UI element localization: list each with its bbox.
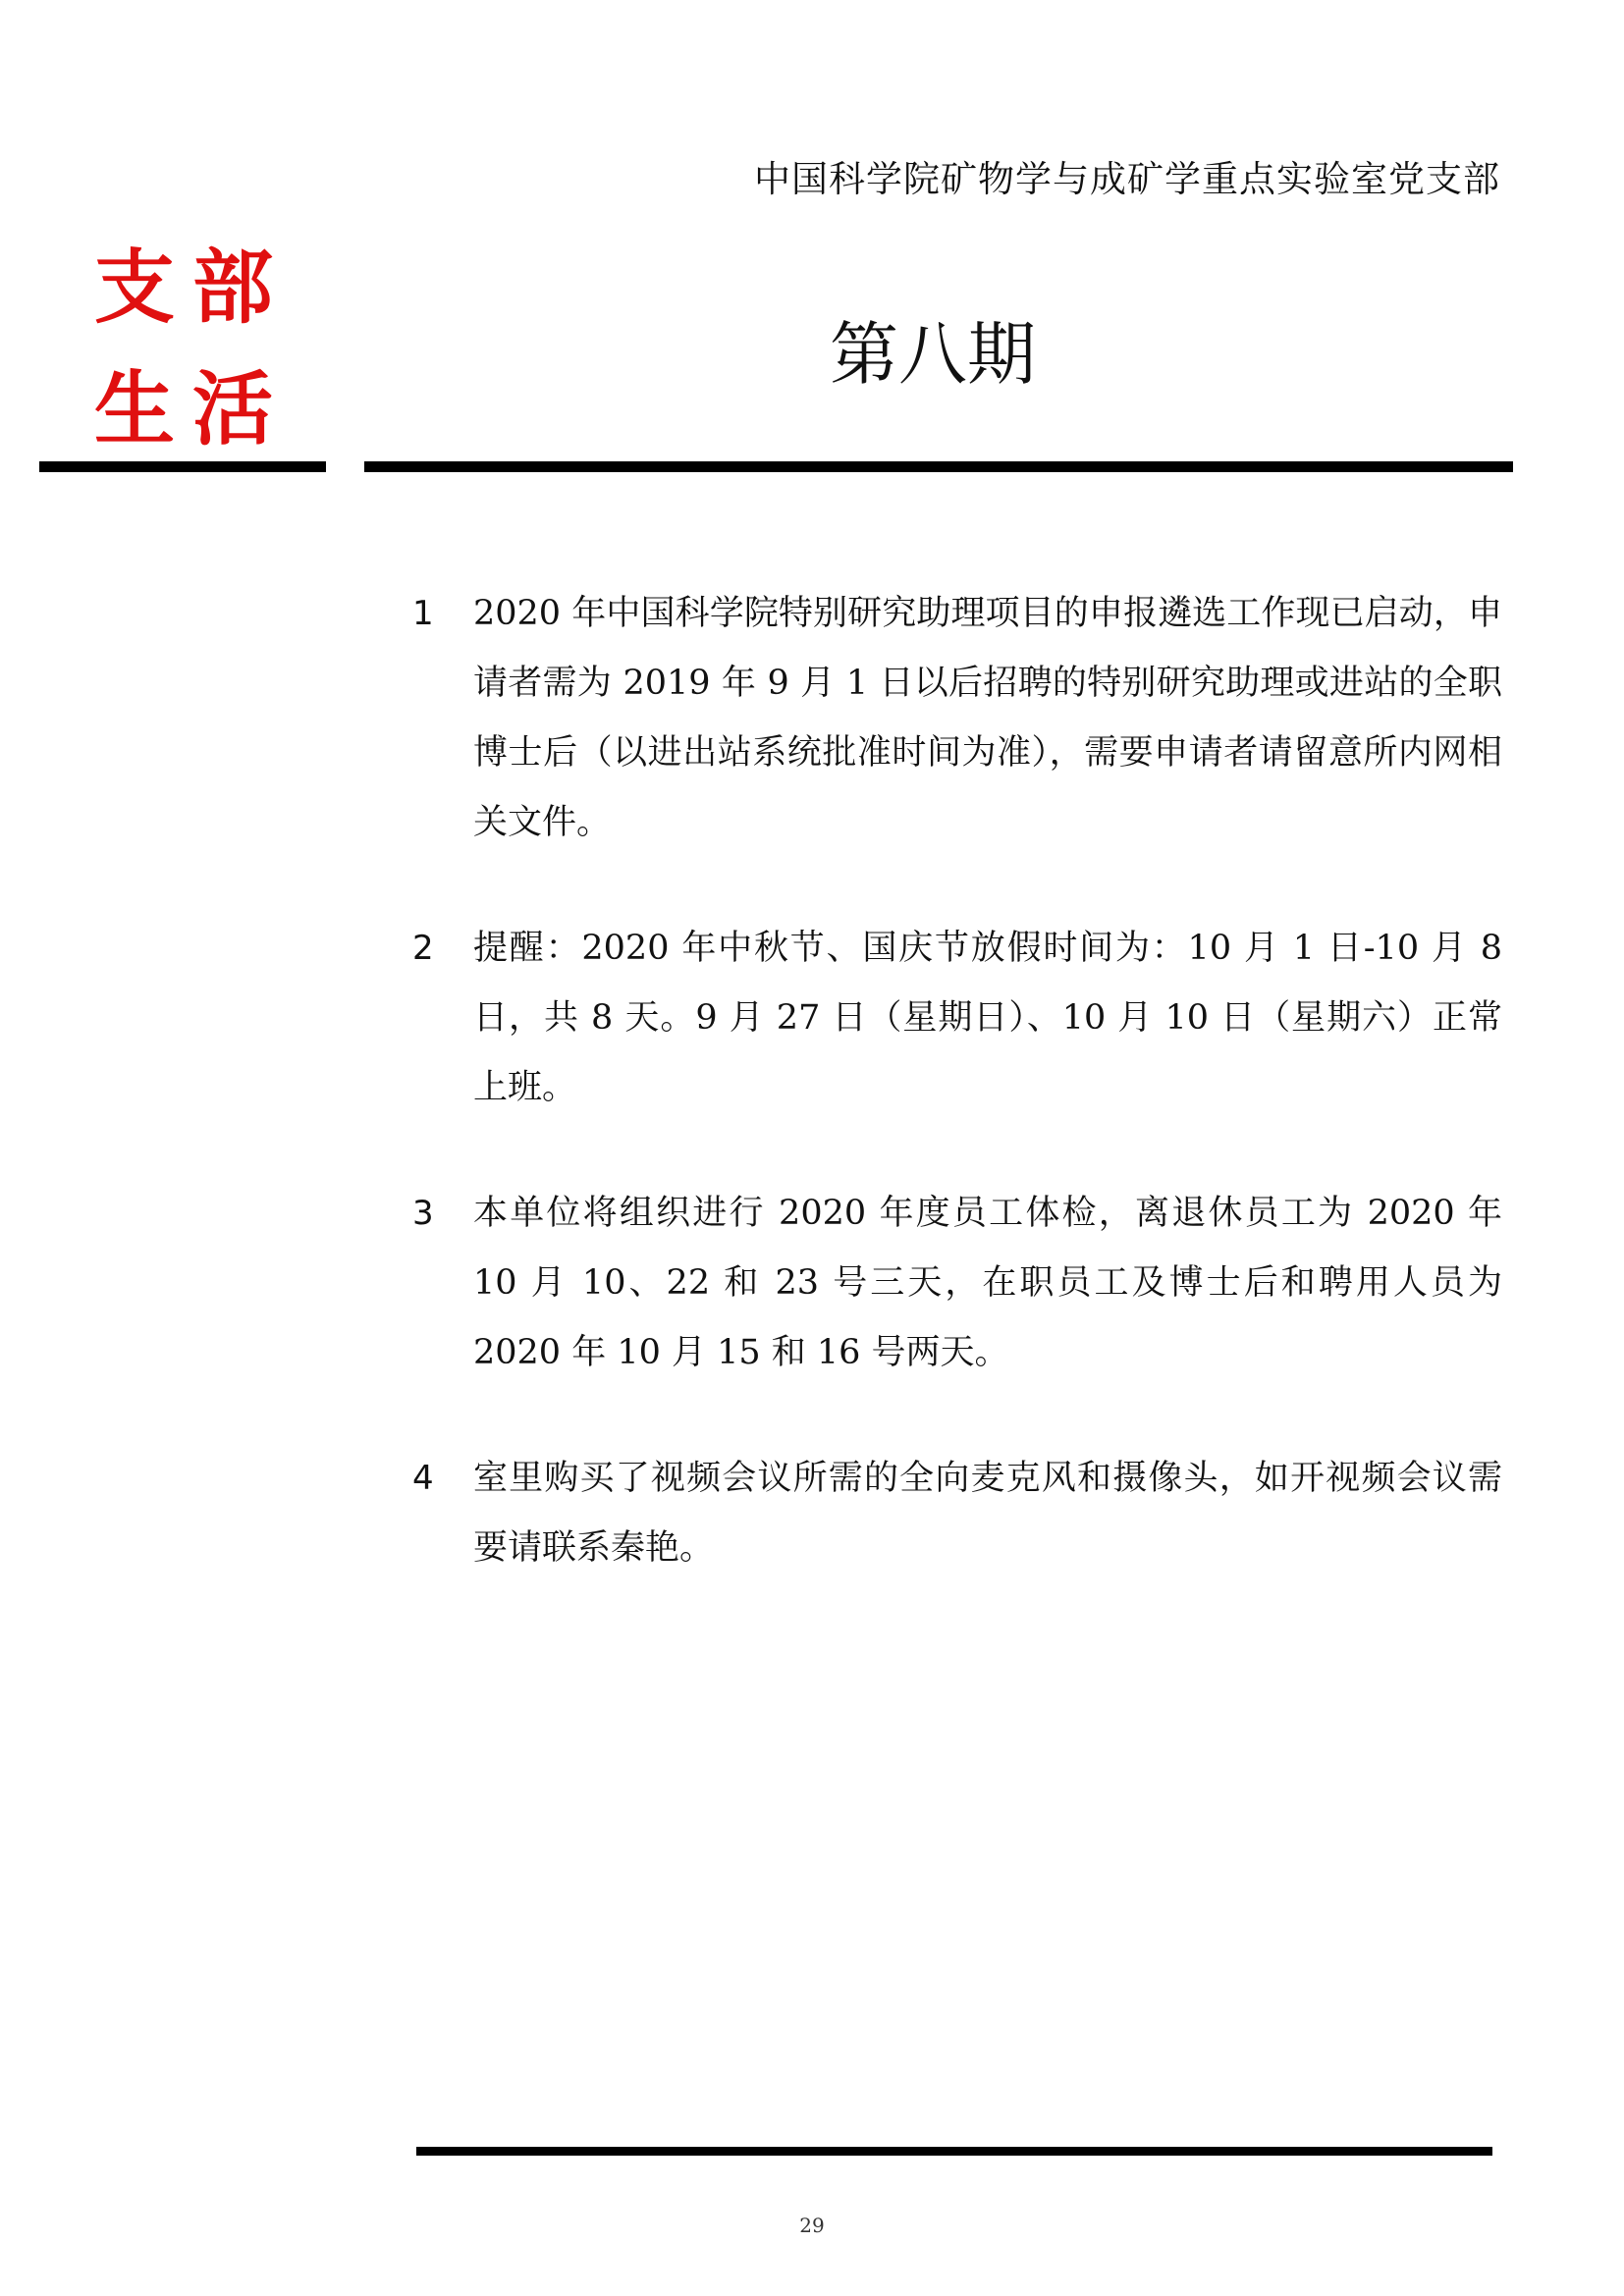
notice-item-1 — [412, 579, 1502, 858]
notice-text: 提醒：2020 年中秋节、国庆节放假时间为：10 月 1 日-10 月 8 日，共 8 天。9 月 27 日（星期日）、10 月 10 日（星期六）正常上班。 — [473, 929, 1502, 1107]
issue-title: 第八期 — [830, 314, 1036, 395]
footer-rule — [416, 2147, 1492, 2156]
header-rule-right — [364, 461, 1513, 472]
column-title-line1: 支部 — [94, 241, 292, 335]
notice-number: 4 — [412, 1459, 434, 1498]
header-rule-left — [39, 461, 326, 472]
org-header: 中国科学院矿物学与成矿学重点实验室党支部 — [754, 158, 1500, 200]
notice-text: 本单位将组织进行 2020 年度员工体检，离退休员工为 2020 年 10 月 10、22 和 23 号三天，在职员工及博士后和聘用人员为 2020 年 10 月 15 和 16 号两天。 — [473, 1194, 1502, 1372]
notice-number: 3 — [412, 1194, 434, 1233]
notice-number: 1 — [412, 594, 434, 633]
notice-list — [412, 579, 1502, 1583]
page-number: 29 — [799, 2214, 825, 2237]
column-title-line2: 生活 — [94, 363, 292, 456]
notice-text: 室里购买了视频会议所需的全向麦克风和摄像头，如开视频会议需要请联系秦艳。 — [473, 1459, 1502, 1568]
notice-number: 2 — [412, 929, 434, 968]
notice-item-4 — [412, 1444, 1502, 1583]
column-title — [94, 228, 292, 471]
notice-item-3 — [412, 1179, 1502, 1388]
notice-item-2 — [412, 914, 1502, 1123]
notice-text: 2020 年中国科学院特别研究助理项目的申报遴选工作现已启动，申请者需为 2019 年 9 月 1 日以后招聘的特别研究助理或进站的全职博士后（以进出站系统批准时间为准），需要申请者请留意所内网相关文件。 — [473, 594, 1502, 842]
